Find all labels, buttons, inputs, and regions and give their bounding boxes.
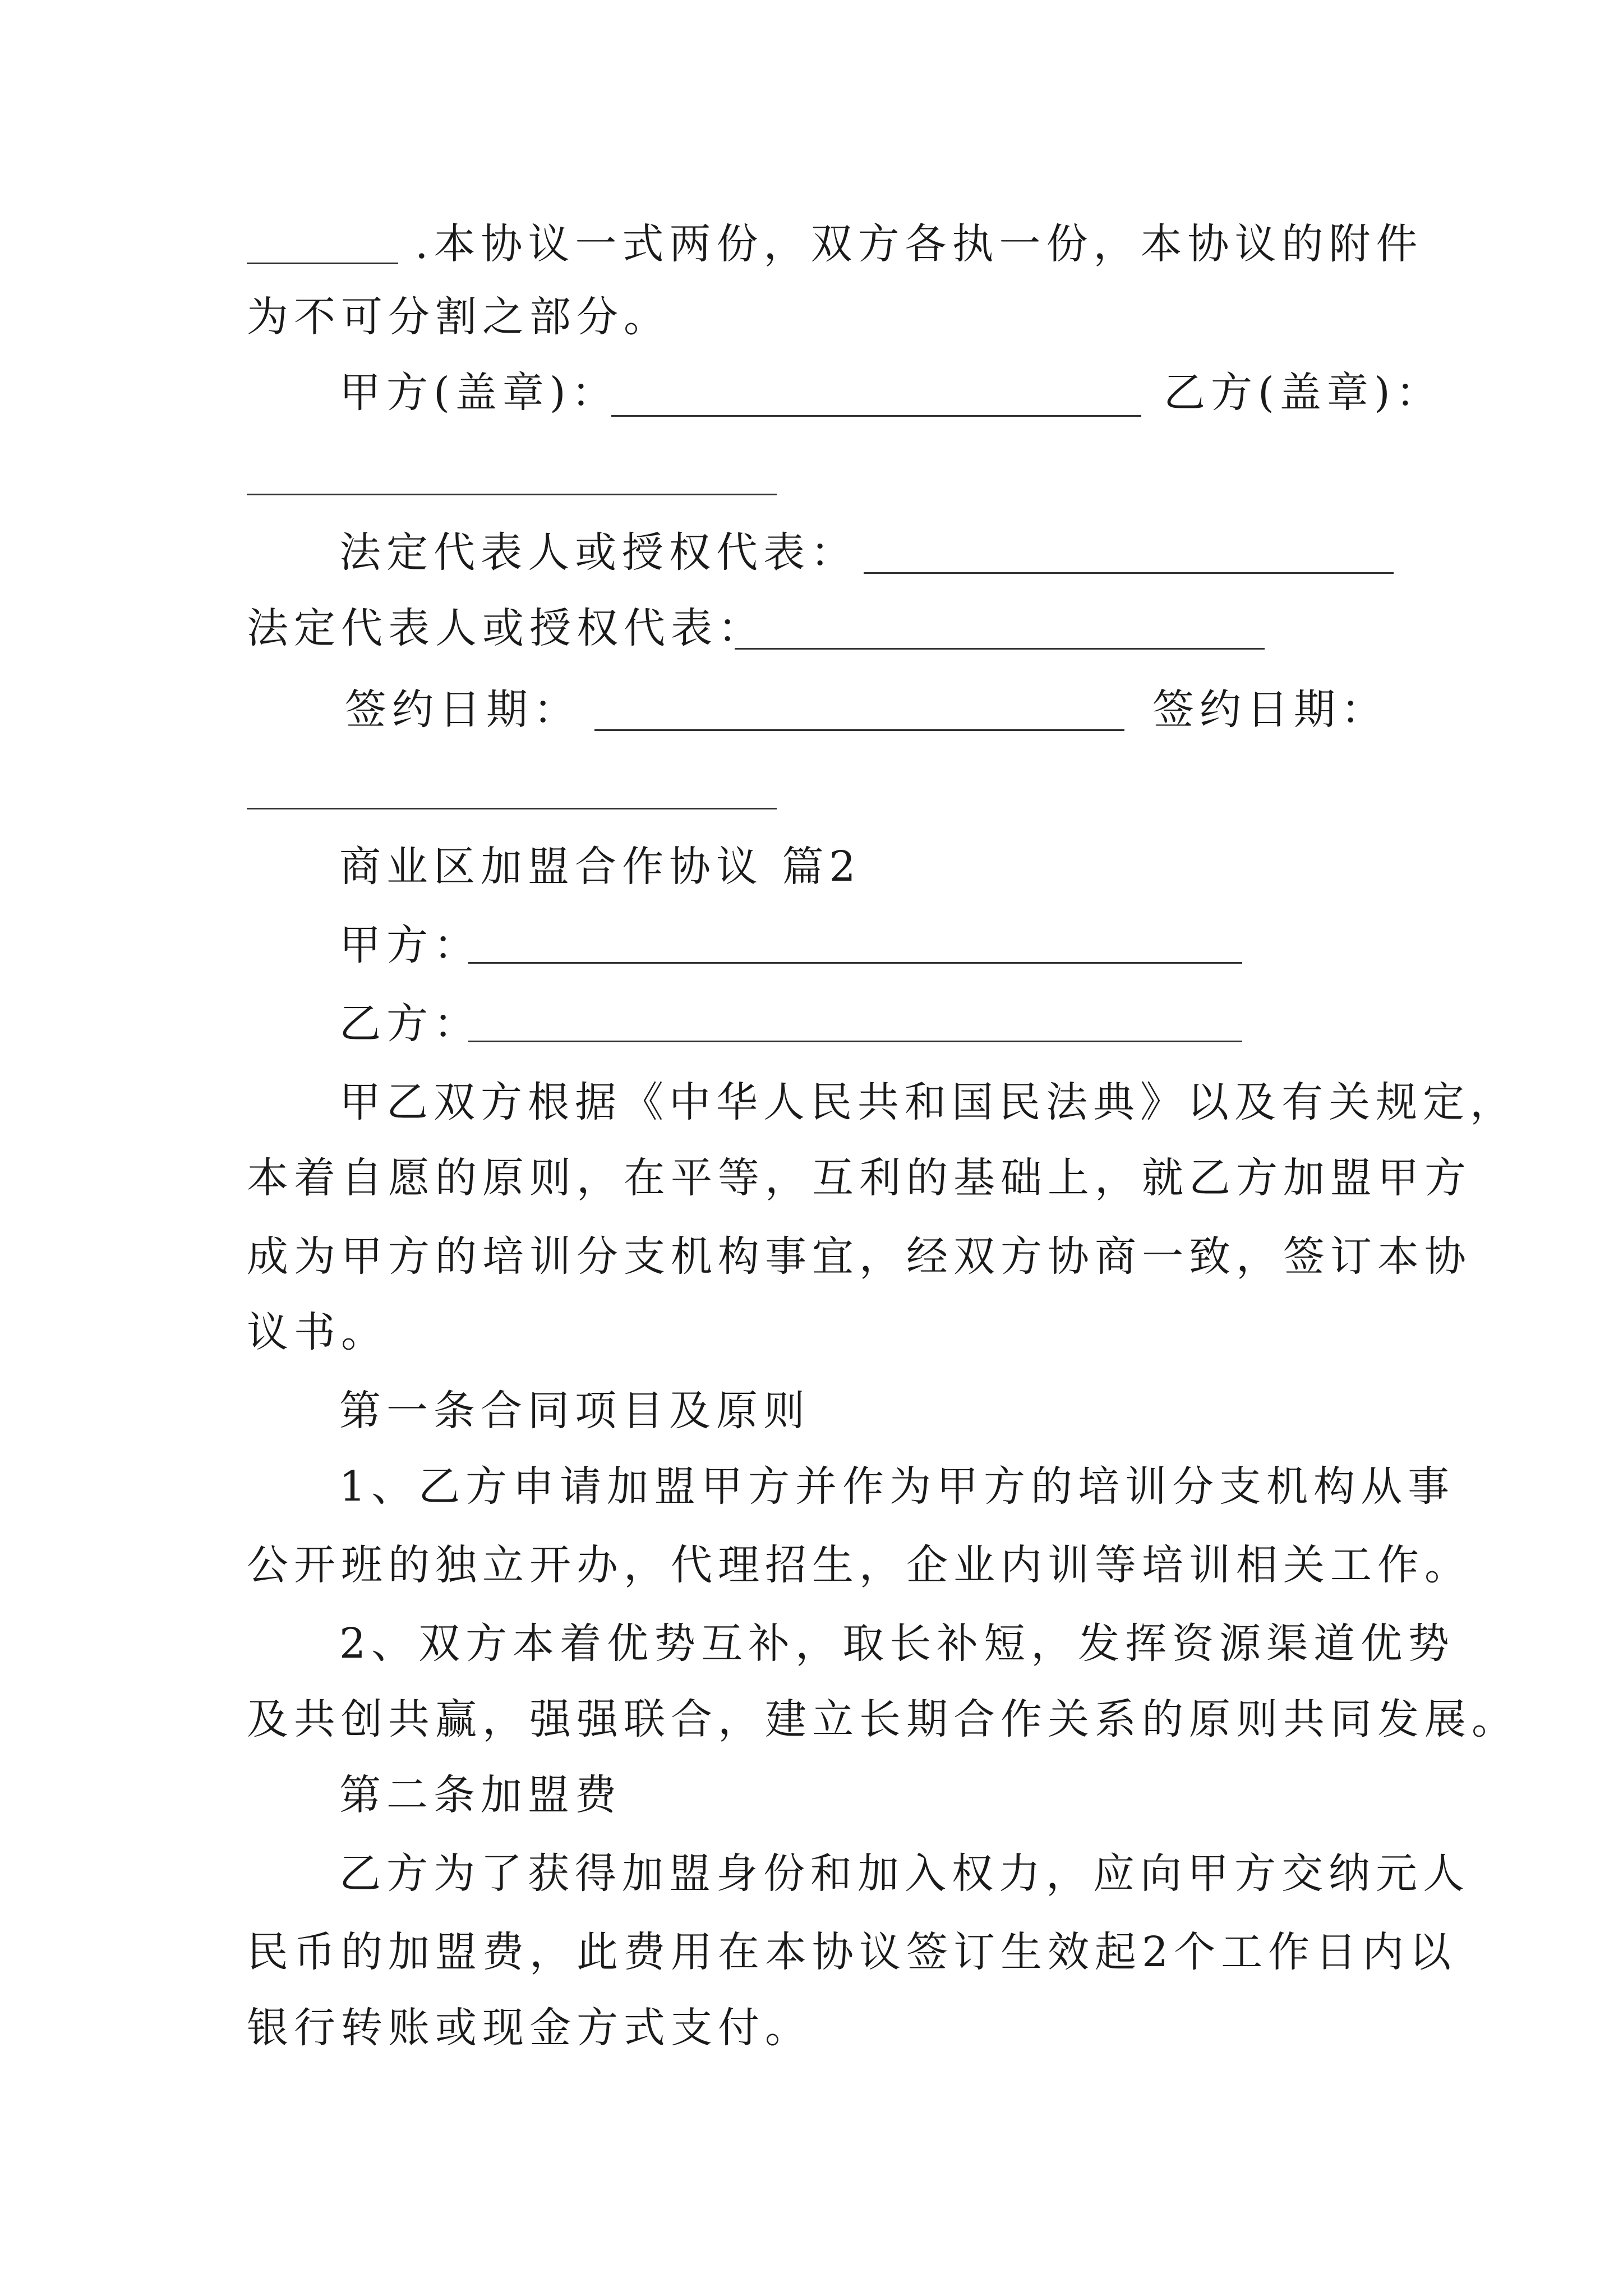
legal-rep-a-label: 法定代表人或授权代表：	[339, 528, 857, 577]
blank-line	[247, 263, 398, 264]
sign-date-a-label: 签约日期：	[345, 685, 580, 734]
section-title: 商业区加盟合作协议 篇2	[339, 843, 861, 891]
party-a-blank	[468, 962, 1242, 964]
paragraph-line: .本协议一式两份，双方各执一份，本协议的附件	[415, 220, 1423, 268]
legal-rep-a-blank	[864, 572, 1394, 574]
paragraph-line: 甲乙双方根据《中华人民共和国民法典》以及有关规定，	[339, 1078, 1517, 1126]
party-a-seal-blank	[611, 415, 1141, 417]
sign-date-b-label: 签约日期：	[1152, 685, 1388, 734]
paragraph-line: 成为甲方的培训分支机构事宜，经双方协商一致，签订本协	[247, 1232, 1472, 1281]
paragraph-line: 公开班的独立开办，代理招生，企业内训等培训相关工作。	[247, 1541, 1472, 1589]
article-title: 第一条合同项目及原则	[339, 1387, 810, 1435]
paragraph-line: 乙方为了获得加盟身份和加入权力，应向甲方交纳元人	[339, 1849, 1470, 1898]
paragraph-line: 本着自愿的原则，在平等，互利的基础上，就乙方加盟甲方	[247, 1154, 1472, 1202]
paragraph-line: 民币的加盟费，此费用在本协议签订生效起2个工作日内以	[247, 1928, 1457, 1976]
sign-date-b-blank	[247, 808, 777, 809]
paragraph-line: 银行转账或现金方式支付。	[247, 2004, 812, 2052]
party-b-label: 乙方：	[339, 1000, 481, 1048]
paragraph-line: 议书。	[247, 1308, 388, 1356]
legal-rep-b-blank	[735, 648, 1265, 650]
party-b-seal-blank	[247, 494, 777, 495]
paragraph-line: 为不可分割之部分。	[247, 293, 671, 341]
paragraph-line: 2、双方本着优势互补，取长补短，发挥资源渠道优势	[339, 1619, 1455, 1668]
legal-rep-b-label: 法定代表人或授权代表：	[247, 604, 765, 652]
party-a-seal-label: 甲方(盖章)：	[339, 369, 619, 417]
paragraph-line: 1、乙方申请加盟甲方并作为甲方的培训分支机构从事	[339, 1462, 1455, 1511]
sign-date-a-blank	[594, 729, 1124, 731]
party-b-seal-label: 乙方(盖章)：	[1164, 369, 1443, 417]
article-title: 第二条加盟费	[339, 1771, 622, 1819]
paragraph-line: 及共创共赢，强强联合，建立长期合作关系的原则共同发展。	[247, 1695, 1519, 1743]
party-b-blank	[468, 1041, 1242, 1042]
party-a-label: 甲方：	[339, 921, 481, 969]
